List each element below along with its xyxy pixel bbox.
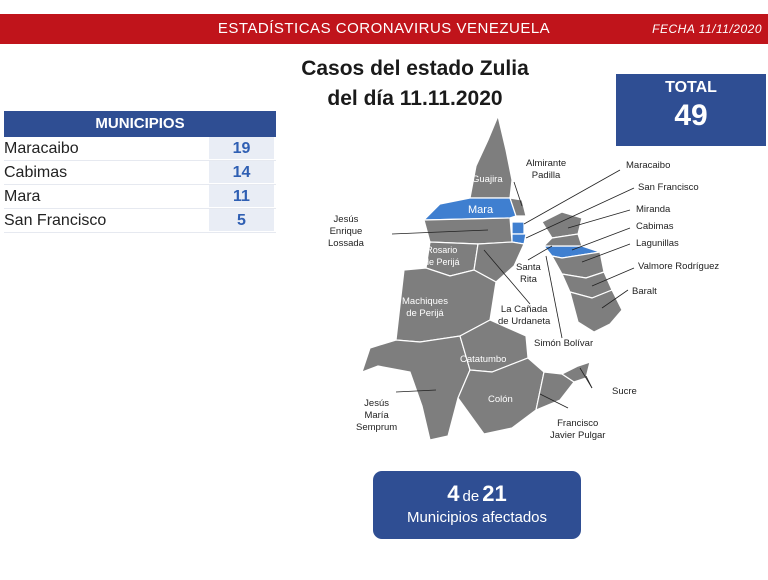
affected-count: 4 [447,481,460,506]
region-santa-rita [544,234,582,246]
municipio-name: Maracaibo [4,140,79,157]
page-title [280,54,550,114]
table-row [4,137,276,161]
region-baralt [570,290,622,332]
map-label-simon-bolivar: Simón Bolívar [534,338,594,349]
map-label-machiques-text: Machiques de Perijá [402,296,448,319]
page-title-line1: Casos del estado Zulia [301,57,529,80]
header-title: ESTADÍSTICAS CORONAVIRUS VENEZUELA [217,20,551,37]
map-label-santa-rita-text: Santa Rita [516,262,541,285]
table-row [4,209,276,233]
affected-box [373,471,581,539]
affected-total: 21 [482,481,507,506]
map-label-almirante-padilla-text: Almirante Padilla [526,158,567,181]
total-label: TOTAL [665,79,717,96]
map-label-jesus-enrique-lossada [328,214,364,250]
region-maracaibo [512,222,524,234]
map-label-valmore-rodriguez: Valmore Rodríguez [638,261,720,272]
municipio-count: 14 [209,161,274,183]
map-label-sucre: Sucre [612,386,637,397]
municipio-name: Cabimas [4,164,68,181]
header-date: FECHA 11/11/2020 [652,22,762,36]
page-title-line2: del día 11.11.2020 [327,87,503,110]
map-label-rosario-text: Rosario de Perijá [424,245,460,267]
map-label-la-canada-text: La Cañada de Urdaneta [498,304,551,327]
municipio-name: Mara [4,188,41,205]
map-label-santa-rita [516,262,541,286]
map-label-francisco-javier-pulgar [550,418,605,442]
map-label-colon: Colón [488,394,513,405]
map-label-almirante-padilla [526,158,566,182]
municipio-count: 5 [209,209,274,231]
map-label-francisco-javier-pulgar-text: Francisco Javier Pulgar [550,418,606,441]
map-label-miranda: Miranda [636,204,671,215]
table-row [4,185,276,209]
zulia-map [300,110,768,450]
affected-count-line [373,481,581,507]
affected-label: Municipios afectados [406,509,548,526]
affected-connector: de [462,488,480,505]
municipio-count: 11 [209,185,274,207]
map-label-lagunillas: Lagunillas [636,238,679,249]
municipios-header: MUNICIPIOS [4,111,276,137]
map-label-san-francisco: San Francisco [638,182,699,193]
map-label-catatumbo: Catatumbo [460,354,507,365]
municipios-table [4,111,276,233]
map-label-rosario [424,244,460,268]
municipio-count: 19 [209,137,274,159]
map-label-baralt: Baralt [632,286,657,297]
map-label-jesus-maria-semprum-text: Jesús María Semprum [356,398,398,433]
map-label-guajira: Guajira [472,174,503,185]
map-label-jesus-maria-semprum [356,398,397,434]
map-label-machiques [402,296,448,320]
total-value: 49 [674,99,708,132]
header-bar [0,14,768,44]
map-label-la-canada [498,304,550,328]
municipio-name: San Francisco [4,212,107,229]
table-row [4,161,276,185]
map-label-maracaibo: Maracaibo [626,160,671,171]
map-label-cabimas: Cabimas [636,221,674,232]
map-label-mara: Mara [468,204,494,216]
map-label-jesus-enrique-lossada-text: Jesús Enrique Lossada [328,214,364,249]
